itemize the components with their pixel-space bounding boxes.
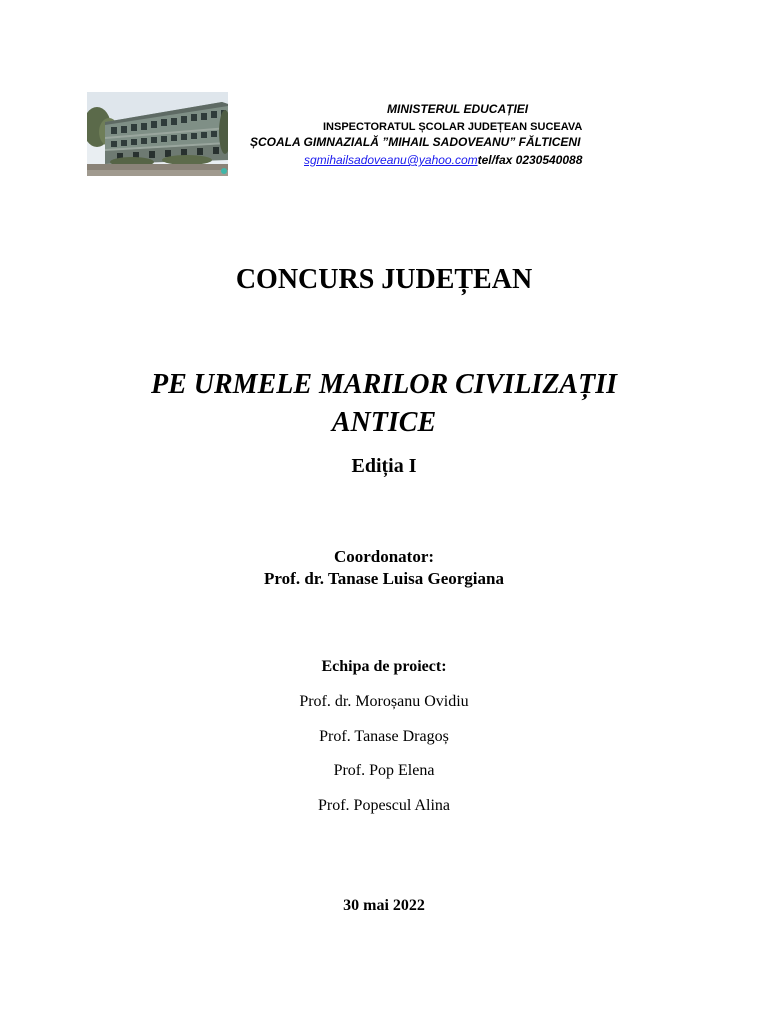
phone-text: tel/fax 0230540088 [477, 153, 583, 167]
subtitle-line-1: PE URMELE MARILOR CIVILIZAȚII [151, 369, 617, 400]
page-title: CONCURS JUDEȚEAN [235, 264, 533, 295]
edition-label: Ediția I [351, 455, 417, 477]
ministry-name: MINISTERUL EDUCAȚIEI [387, 102, 529, 116]
team-member: Prof. Tanase Dragoș [319, 728, 449, 745]
competition-subtitle [0, 366, 768, 442]
school-name: ȘCOALA GIMNAZIALĂ ”MIHAIL SADOVEANU” FĂLTICENI [250, 135, 581, 149]
contact-line [304, 154, 582, 166]
coordinator-label: Coordonator: [333, 547, 435, 566]
coordinator-name: Prof. dr. Tanase Luisa Georgiana [264, 569, 504, 588]
email-link[interactable]: sgmihailsadoveanu@yahoo.com [304, 153, 478, 167]
event-date: 30 mai 2022 [343, 897, 425, 914]
subtitle-line-2: ANTICE [331, 407, 437, 438]
team-member: Prof. dr. Moroșanu Ovidiu [299, 693, 469, 710]
inspectorate-name: INSPECTORATUL ȘCOLAR JUDEȚEAN SUCEAVA [323, 121, 583, 133]
team-member: Prof. Pop Elena [333, 762, 435, 779]
school-building-photo [87, 92, 228, 176]
team-label: Echipa de proiect: [321, 658, 447, 675]
team-member: Prof. Popescul Alina [318, 797, 450, 814]
